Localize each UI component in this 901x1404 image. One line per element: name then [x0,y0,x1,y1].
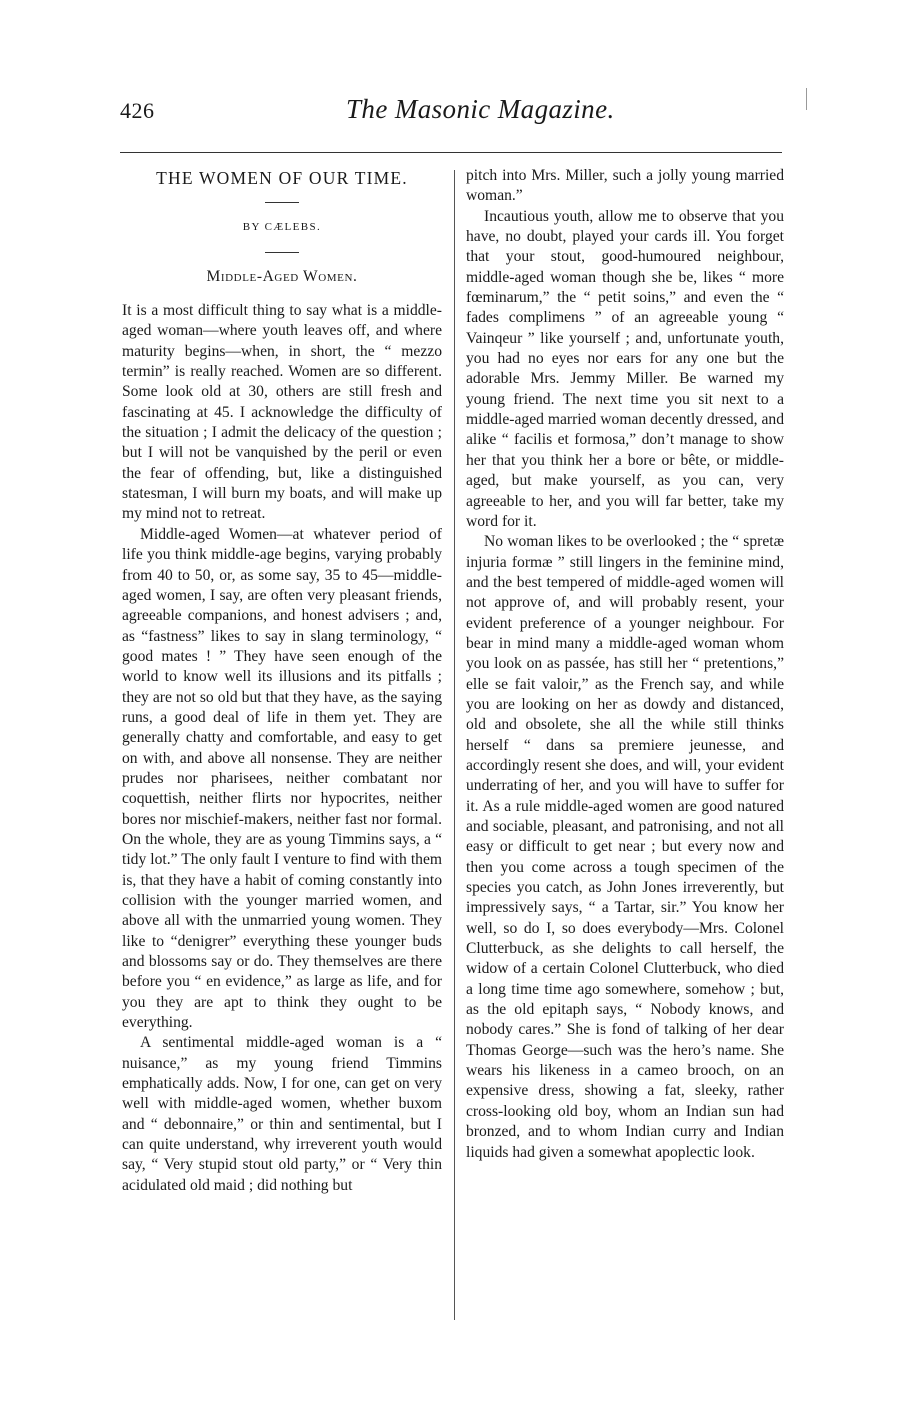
paragraph: It is a most difficult thing to say what is a middle-aged woman—where youth leaves off, and where maturity begins—when, in short, the “ mezzo termin” is really reached. Women are so different. Some look old at 30, others are still fresh and fascinating at 45. I acknowledge the difficulty of the situation ; I admit the delicacy of the question ; but I will not be vanquished by the peril or even the fear of offending, but, like a distinguished statesman, I will burn my boats, and will make up my mind not to retreat. [122,302,442,523]
left-column [122,166,442,1196]
page-number: 426 [120,98,155,123]
running-title: The Masonic Magazine. [346,94,615,124]
section-heading: Middle-Aged Women. [206,267,358,285]
paragraph: Middle-aged Women—at whatever period of life you think middle-age begins, varying probably from 40 to 50, or, as some say, 35 to 45—middle-aged women, I say, are often very pleasant friends, agreeable companions, and honest advisers ; and, as “fastness” likes to say in slang terminology, “ good mates ! ” They have seen enough of the world to know well its illusions and its pitfalls ; they are not so old but that they have, as the saying runs, a good deal of life in them yet. They are generally chatty and comfortable, and easy to get on with, and above all nonsense. They are neither prudes nor pharisees, neither combatant nor coquettish, neither flirts nor hypocrites, neither bores nor mischief-makers, neither fast nor formal. On the whole, they are as young Timmins says, a “ tidy lot.” The only fault I venture to find with them is, that they have a habit of coming constantly into collision with the younger married women, and above all with the unmarried young women. They like to “denigrer” everything these younger buds and blossoms say or do. They themselves are there before you “ en evidence,” as large as life, and for you they are apt to think they ought to be everything. [122,525,442,1032]
article-title: THE WOMEN OF OUR TIME. [156,168,408,188]
page-header [120,94,780,134]
paragraph: Incautious youth, allow me to observe that you have, no doubt, played your cards ill. You forget that your stout, good-humoured neighbour, middle-aged woman though she be, likes “ more fœminarum,” the “ petit soins,” and even the “ fades complimens ” of an agreeable young “ Vainqeur ” like yourself ; and, unfortunate youth, you had no eyes nor ears for any one but the adorable Mrs. Jemmy Miller. Be warned my young friend. The next time you sit next to a middle-aged married woman decently dressed, and alike “ facilis et formosa,” don’t manage to show her that you think her a bore or bête, or middle-aged, but make yourself, as you can, very agreeable to her, and you will far better, take my word for it. [466,207,784,530]
column-divider [454,170,455,1320]
title-rule [265,202,299,203]
paragraph: No woman likes to be overlooked ; the “ spretæ injuria formæ ” still lingers in the feminine mind, and the best tempered of middle-aged women will not approve of, and will probably resent, your evident preference of a younger neighbour. For bear in mind many a middle-aged woman whom you look on as passée, has still her “ pretentions,” elle se fait valoir,” as the French say, and while you are looking on her as dowdy and distanced, old and obsolete, she all the while still thinks herself “ dans sa premiere jeunesse, and accordingly resent she does, and will, your evident underrating of her, and you will have to suffer for it. As a rule middle-aged women are good natured and sociable, pleasant, and patronising, and not all easy or difficult to get near ; but every now and then you come across a tough specimen of the species you catch, as John Jones irreverently, but impressively says, “ a Tartar, sir.” You know her well, so do I, so does everybody—Mrs. Colonel Clutterbuck, as she delights to call herself, the widow of a certain Colonel Clutterbuck, who died a long time time ago somewhere, somehow ; but, as the old epitaph says, “ Nobody knows, and nobody cares.” She is fond of talking of her dear Thomas George—such was the hero’s name. She wears his likeness in a cameo brooch, on an expensive dress, showing a fat, sleeky, rather cross-looking old boy, whom an Indian sun had bronzed, and to whom Indian curry and Indian liquids had given a somewhat apoplectic look. [466,533,784,1161]
header-rule [120,152,782,153]
paragraph: pitch into Mrs. Miller, such a jolly young married woman.” [466,167,784,205]
paragraph: A sentimental middle-aged woman is a “ nuisance,” as my young friend Timmins emphatically adds. Now, I for one, can get on very well with middle-aged women, whether buxom and “ debonnaire,” or thin and sentimental, but I can quite understand, why irreverent youth would say, “ Very stupid stout old party,” or “ Very thin acidulated old maid ; did nothing but [122,1034,442,1194]
byline-rule [265,252,299,253]
byline: BY CÆLEBS. [242,221,322,234]
right-column [466,166,784,1163]
margin-mark [806,88,807,110]
